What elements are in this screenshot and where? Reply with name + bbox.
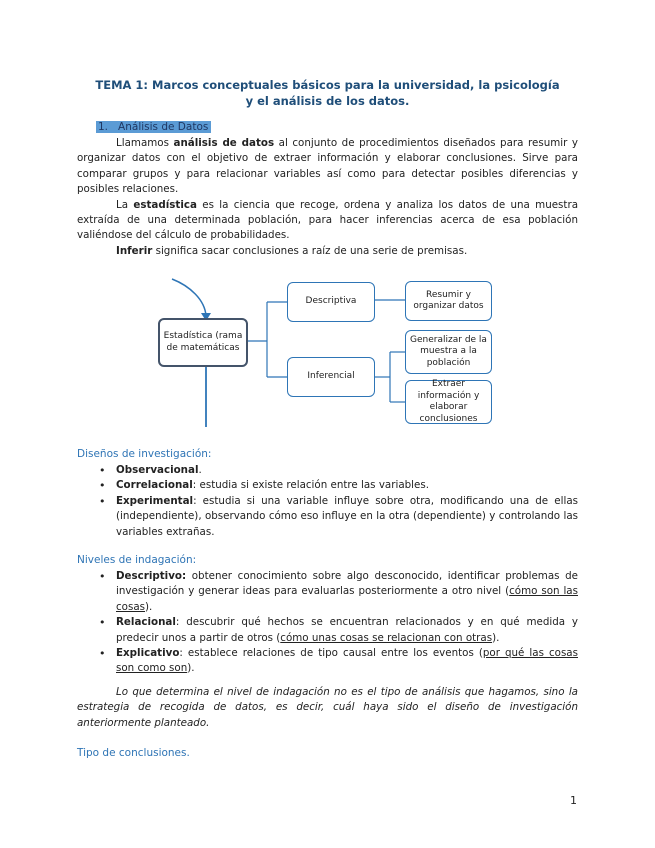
node-inferencial: Inferencial [287, 357, 375, 397]
node-extraer: Extraer información y elaborar conclusiones [405, 380, 492, 424]
list-item: • Experimental: estudia si una variable influye sobre otra, modificando una de ellas (independiente), observando cómo eso influye en la otra (dependiente) y controlando las variables extrañas. [116, 494, 578, 540]
list-item: • Descriptivo: obtener conocimiento sobre algo desconocido, identificar problemas de investigación y generar ideas para evaluarlas posteriormente a otro nivel (cómo son las cosas). [116, 569, 578, 615]
arrow-head-icon [201, 313, 211, 321]
section-heading-highlight [96, 121, 211, 133]
list-item: • Explicativo: establece relaciones de tipo causal entre los eventos (por qué las cosas son como son). [116, 646, 578, 677]
conclusiones-heading: Tipo de conclusiones. [77, 747, 190, 759]
paragraph-analisis: Llamamos análisis de datos al conjunto de procedimientos diseñados para resumir y organizar datos con el objetivo de extraer información y elaborar conclusiones. Sirve para comparar grupos y para relacionar variables así como para detectar posibles diferencias y posibles relaciones. [77, 137, 578, 196]
list-item: • Correlacional: estudia si existe relación entre las variables. [116, 478, 578, 493]
list-item: • Relacional: descubrir qué hechos se encuentran relacionados y en qué medida y predecir unos a partir de otros (cómo unas cosas se relacionan con otras). [116, 615, 578, 646]
node-generalizar: Generalizar de la muestra a la población [405, 330, 492, 374]
node-descriptiva: Descriptiva [287, 282, 375, 322]
niveles-list [116, 569, 578, 677]
list-item: • Observacional. [116, 463, 578, 478]
document-title [0, 77, 655, 109]
term-analisis-de-datos: análisis de datos [173, 137, 275, 149]
title-line-2: y el análisis de los datos. [245, 94, 410, 108]
node-resumir: Resumir y organizar datos [405, 281, 492, 321]
disenos-list [116, 463, 578, 540]
section-heading [96, 121, 211, 133]
term-estadistica: estadística [133, 198, 197, 211]
paragraph-inferir: Inferir significa sacar conclusiones a raíz de una serie de premisas. [116, 244, 468, 257]
italic-note: Lo que determina el nivel de indagación no es el tipo de análisis que hagamos, sino la estrategia de recogida de datos, es decir, cuál haya sido el diseño de investigación anteriormente planteado. [77, 686, 578, 729]
curved-arrow-icon [172, 279, 206, 316]
page-number: 1 [570, 794, 577, 807]
section-number: 1. [98, 121, 109, 133]
term-inferir: Inferir [116, 244, 153, 257]
niveles-heading: Niveles de indagación: [77, 554, 197, 566]
paragraph-estadistica: La estadística es la ciencia que recoge, ordena y analiza los datos de una muestra extraída de una determinada población, para hacer inferencias acerca de esa población valiéndose del cálculo de probabilidades. [77, 198, 579, 242]
node-estadistica: Estadística (rama de matemáticas [158, 318, 248, 367]
intro-paragraphs [77, 136, 578, 259]
title-line-1: TEMA 1: Marcos conceptuales básicos para la universidad, la psicología [95, 78, 560, 92]
section-heading-text: Análisis de Datos [118, 121, 209, 133]
disenos-heading: Diseños de investigación: [77, 448, 212, 460]
